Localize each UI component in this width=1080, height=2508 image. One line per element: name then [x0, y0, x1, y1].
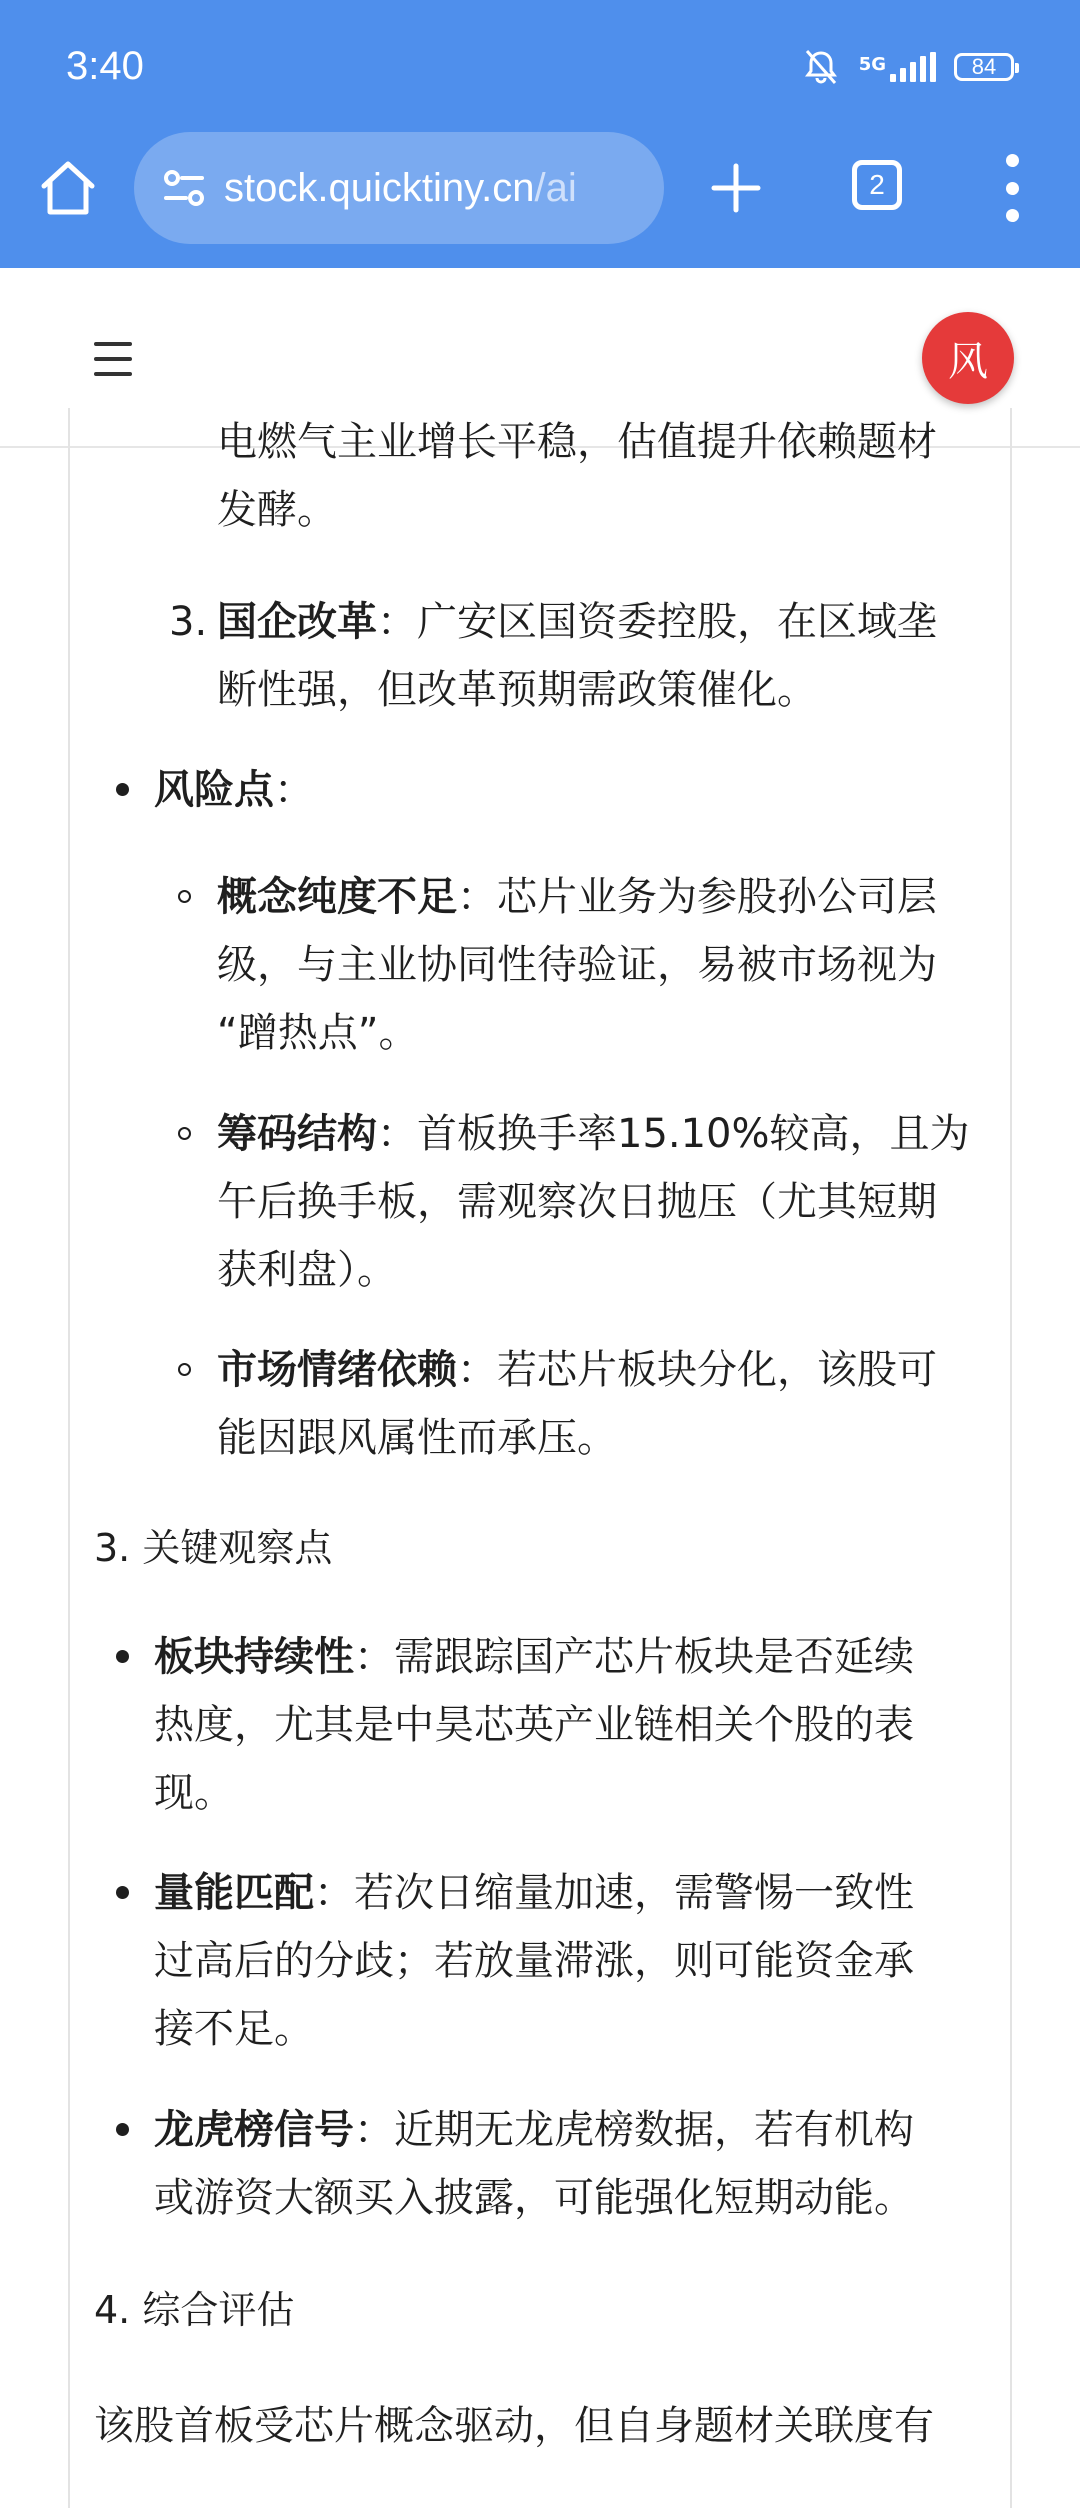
- address-bar[interactable]: [134, 132, 664, 244]
- text-line: 午后换手板，需观察次日抛压（尤其短期: [217, 1179, 937, 1225]
- text-line: 板块持续性：需跟踪国产芯片板块是否延续: [154, 1634, 914, 1680]
- sub-bullet: [178, 1363, 191, 1376]
- text-line: 国企改革：广安区国资委控股，在区域垄: [217, 599, 937, 645]
- text-line: 市场情绪依赖：若芯片板块分化，该股可: [217, 1347, 937, 1393]
- browser-toolbar: [0, 132, 1080, 268]
- section-heading: 3. 关键观察点: [94, 1526, 333, 1570]
- network-type: 5G: [858, 54, 886, 75]
- status-time: 3:40: [66, 44, 144, 88]
- text-line: 断性强，但改革预期需政策催化。: [217, 667, 817, 713]
- signal-icon: [890, 52, 936, 82]
- site-logo[interactable]: 风: [922, 312, 1014, 404]
- section-heading: 4. 综合评估: [94, 2288, 295, 2332]
- status-icons: [801, 44, 1014, 90]
- bullet: [116, 783, 129, 796]
- article-card: [68, 408, 1012, 2508]
- tab-switcher-button[interactable]: 2: [852, 160, 902, 210]
- sub-bullet: [178, 1127, 191, 1140]
- url-host: stock.quicktiny.cn: [224, 165, 535, 210]
- url-text: [224, 166, 577, 211]
- text-line: 发酵。: [217, 487, 337, 533]
- text-line: 该股首板受芯片概念驱动，但自身题材关联度有: [94, 2403, 934, 2449]
- list-number: 3.: [169, 599, 208, 645]
- sub-bullet: [178, 890, 191, 903]
- text-line: 龙虎榜信号：近期无龙虎榜数据，若有机构: [154, 2107, 914, 2153]
- text-line: 现。: [154, 1770, 234, 1816]
- text-line: 过高后的分歧；若放量滞涨，则可能资金承: [154, 1938, 914, 1984]
- bullet: [116, 1886, 129, 1899]
- more-menu-icon[interactable]: [992, 154, 1032, 222]
- text-line: 筹码结构：首板换手率15.10%较高，且为: [217, 1111, 970, 1157]
- site-settings-icon[interactable]: [156, 160, 212, 216]
- bullet: [116, 2123, 129, 2136]
- text-line: “蹭热点”。: [217, 1010, 419, 1056]
- new-tab-icon[interactable]: [706, 158, 766, 218]
- text-line: 能因跟风属性而承压。: [217, 1415, 617, 1461]
- home-icon[interactable]: [36, 156, 100, 220]
- hamburger-menu-icon[interactable]: [94, 342, 132, 376]
- text-line: 量能匹配：若次日缩量加速，需警惕一致性: [154, 1870, 914, 1916]
- text-line: 获利盘）。: [217, 1247, 397, 1293]
- url-path: /ai: [534, 165, 577, 210]
- status-bar: [0, 0, 1080, 130]
- cellular-indicator: [859, 52, 936, 82]
- text-line: 概念纯度不足：芯片业务为参股孙公司层: [217, 874, 937, 920]
- battery-icon: 84: [954, 53, 1014, 81]
- bell-muted-icon: [801, 47, 841, 87]
- browser-chrome: [0, 0, 1080, 268]
- article-viewport: [0, 419, 1080, 2449]
- text-line: 电燃气主业增长平稳，估值提升依赖题材: [217, 419, 937, 465]
- text-line: 热度，尤其是中昊芯英产业链相关个股的表: [154, 1702, 914, 1748]
- text-line: 或游资大额买入披露，可能强化短期动能。: [154, 2175, 914, 2221]
- bullet: [116, 1650, 129, 1663]
- text-line: 接不足。: [154, 2006, 314, 2052]
- text-line: 级，与主业协同性待验证，易被市场视为: [217, 942, 937, 988]
- text-line: 风险点：: [154, 767, 314, 813]
